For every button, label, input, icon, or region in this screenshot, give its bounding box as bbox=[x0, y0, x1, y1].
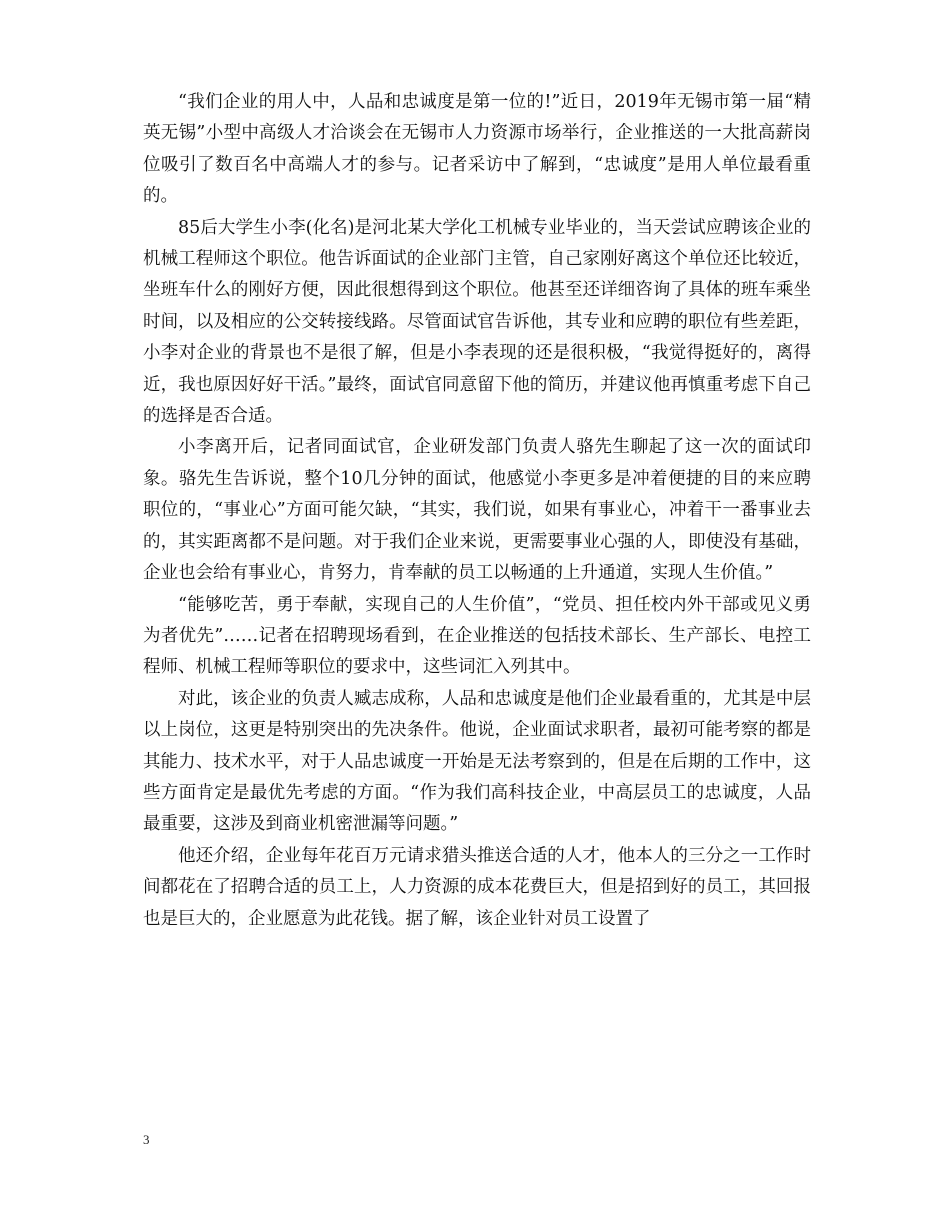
page-number: 3 bbox=[143, 1132, 150, 1147]
paragraph-4: “能够吃苦，勇于奉献，实现自己的人生价值”，“党员、担任校内外干部或见义勇为者优先”……记者在招聘现场看到，在企业推送的包括技术部长、生产部长、电控工程师、机械工程师等职位的要求中，这些词汇入列其中。 bbox=[143, 594, 811, 678]
document-body bbox=[143, 87, 811, 935]
paragraph-1: “我们企业的用人中，人品和忠诚度是第一位的!”近日，2019年无锡市第一届“精英无锡”小型中高级人才洽谈会在无锡市人力资源市场举行，企业推送的一大批高薪岗位吸引了数百名中高端人才的参与。记者采访中了解到，“忠诚度”是用人单位最看重的。 bbox=[143, 92, 811, 207]
paragraph-5: 对此，该企业的负责人臧志成称，人品和忠诚度是他们企业最看重的，尤其是中层以上岗位，这更是特别突出的先决条件。他说，企业面试求职者，最初可能考察的都是其能力、技术水平，对于人品忠诚度一开始是无法考察到的，但是在后期的工作中，这些方面肯定是最优先考虑的方面。“作为我们高科技企业，中高层员工的忠诚度，人品最重要，这涉及到商业机密泄漏等问题。” bbox=[143, 688, 811, 835]
paragraph-6: 他还介绍，企业每年花百万元请求猎头推送合适的人才，他本人的三分之一工作时间都花在了招聘合适的员工上，人力资源的成本花费巨大，但是招到好的员工，其回报也是巨大的，企业愿意为此花钱。据了解，该企业针对员工设置了 bbox=[143, 845, 811, 929]
paragraph-2: 85后大学生小李(化名)是河北某大学化工机械专业毕业的，当天尝试应聘该企业的机械工程师这个职位。他告诉面试的企业部门主管，自己家刚好离这个单位还比较近，坐班车什么的刚好方便，因此很想得到这个职位。他甚至还详细咨询了具体的班车乘坐时间，以及相应的公交转接线路。尽管面试官告诉他，其专业和应聘的职位有些差距，小李对企业的背景也不是很了解，但是小李表现的还是很积极，“我觉得挺好的，离得近，我也原因好好干活。”最终，面试官同意留下他的简历，并建议他再慎重考虑下自己的选择是否合适。 bbox=[143, 217, 811, 427]
paragraph-3: 小李离开后，记者同面试官，企业研发部门负责人骆先生聊起了这一次的面试印象。骆先生告诉说，整个10几分钟的面试，他感觉小李更多是冲着便捷的目的来应聘职位的，“事业心”方面可能欠缺，“其实，我们说，如果有事业心，冲着干一番事业去的，其实距离都不是问题。对于我们企业来说，更需要事业心强的人，即使没有基础，企业也会给有事业心，肯努力，肯奉献的员工以畅通的上升通道，实现人生价值。” bbox=[143, 437, 811, 584]
